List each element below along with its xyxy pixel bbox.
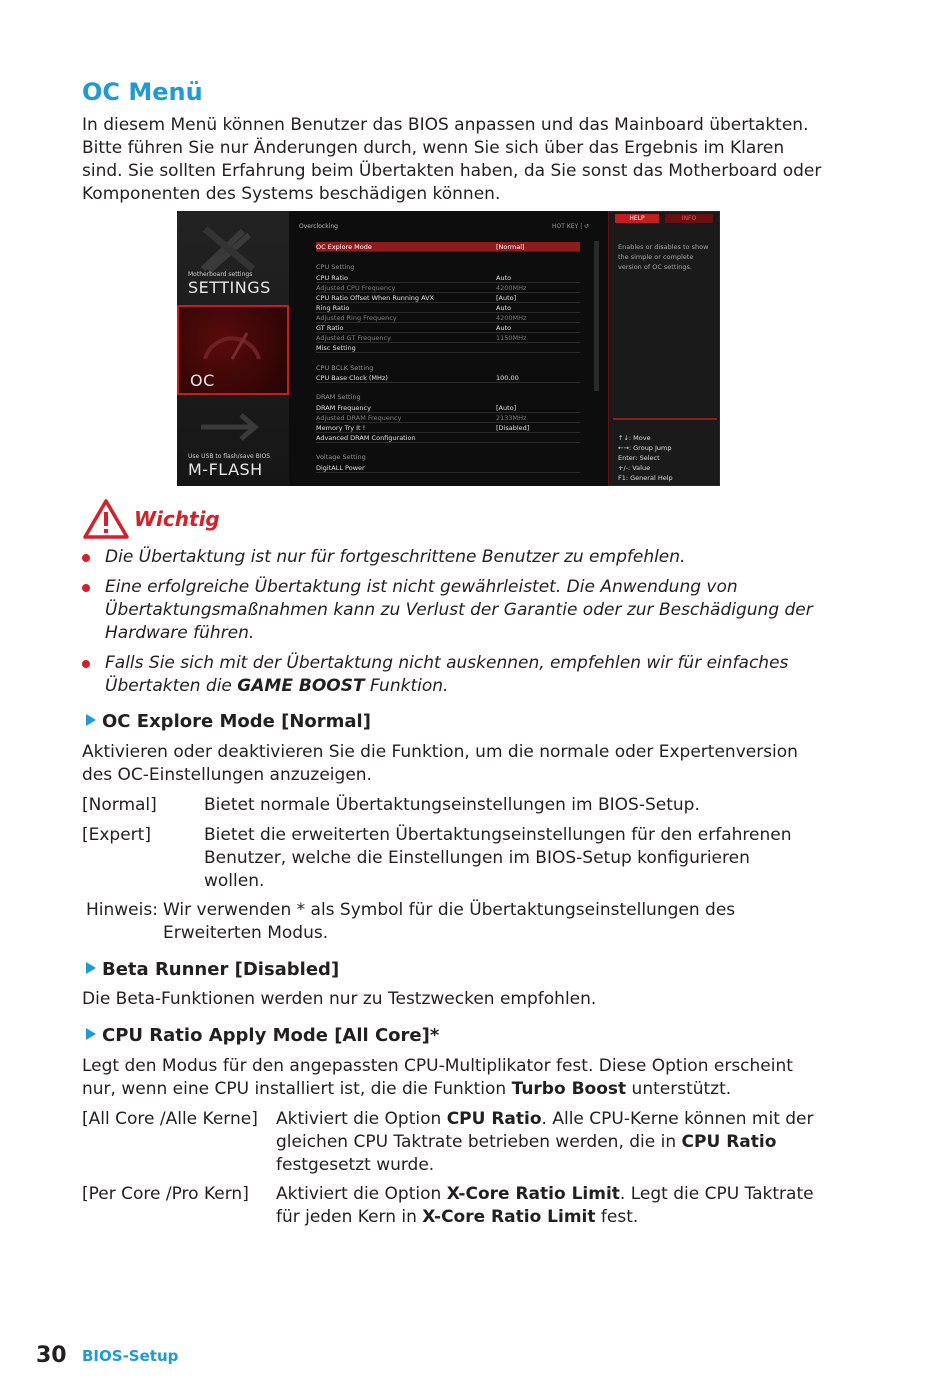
option-desc: Bietet die erweiterten Übertaktungseinstellungen für den erfahrenen Benutzer, welche die Einstellungen im BIOS-Setup konfigurieren wollen. bbox=[204, 825, 792, 891]
section-heading-cpu-ratio-apply: CPU Ratio Apply Mode [All Core]* bbox=[86, 1025, 439, 1046]
bios-hotkey: HOT KEY | ↺ bbox=[552, 223, 590, 230]
section-heading-oc-explore: OC Explore Mode [Normal] bbox=[86, 711, 371, 732]
bios-settings-list bbox=[293, 211, 605, 486]
oc-explore-desc: Aktivieren oder deaktivieren Sie die Funktion, um die normale oder Expertenversion des OC-Einstellungen anzuzeigen. bbox=[82, 742, 798, 785]
warning-icon bbox=[82, 498, 130, 540]
bios-tile-mflash bbox=[177, 399, 289, 486]
bios-section-bclk: CPU BCLK Setting bbox=[316, 364, 374, 372]
bios-tile-oc bbox=[177, 305, 289, 395]
bios-section-cpu: CPU Setting bbox=[316, 263, 355, 271]
bios-row[interactable]: CPU Ratio Auto bbox=[316, 273, 580, 283]
bios-tile-settings bbox=[177, 211, 289, 303]
bullet-dot bbox=[82, 554, 90, 562]
option-key: [Expert] bbox=[82, 825, 151, 845]
bios-row: Adjusted Ring Frequency 4200MHz bbox=[316, 313, 580, 323]
tab-info[interactable]: INFO bbox=[665, 214, 713, 223]
list-item: Eine erfolgreiche Übertaktung ist nicht gewährleistet. Die Anwendung von Übertaktungsmaßnahmen kann zu Verlust der Garantie oder zur Beschädigung der Hardware führen. bbox=[82, 576, 822, 645]
option-desc: Bietet normale Übertaktungseinstellungen im BIOS-Setup. bbox=[204, 795, 700, 815]
bios-row[interactable]: Memory Try It ! [Disabled] bbox=[316, 423, 580, 433]
triangle-icon bbox=[86, 1028, 96, 1040]
bios-row-submenu[interactable]: DigitALL Power bbox=[316, 463, 580, 473]
option-key: [Per Core /Pro Kern] bbox=[82, 1184, 249, 1204]
warning-label: Wichtig bbox=[134, 507, 220, 531]
bios-section-dram: DRAM Setting bbox=[316, 393, 361, 401]
bios-screenshot bbox=[177, 211, 720, 486]
triangle-icon bbox=[86, 714, 96, 726]
warning-list bbox=[82, 546, 822, 696]
bios-row: Adjusted GT Frequency 1150MHz bbox=[316, 333, 580, 343]
bullet-dot bbox=[82, 584, 90, 592]
bios-help-panel bbox=[608, 211, 720, 486]
bios-settings-caption: Motherboard settings bbox=[188, 271, 253, 278]
section-heading-beta: Beta Runner [Disabled] bbox=[86, 959, 339, 980]
divider bbox=[613, 418, 717, 420]
bios-row[interactable]: CPU Ratio Offset When Running AVX [Auto] bbox=[316, 293, 580, 303]
bios-settings-label: SETTINGS bbox=[188, 278, 271, 297]
bios-scrollbar[interactable] bbox=[594, 241, 599, 391]
bios-row-submenu[interactable]: Misc Setting bbox=[316, 343, 580, 353]
bios-help-tabs bbox=[609, 214, 719, 223]
page-number: 30 bbox=[36, 1343, 67, 1368]
bios-mflash-caption: Use USB to flash/save BIOS bbox=[188, 453, 271, 460]
bios-row[interactable]: CPU Base Clock (MHz) 100.00 bbox=[316, 373, 580, 383]
bios-section-voltage: Voltage Setting bbox=[316, 453, 366, 461]
option-desc: Aktiviert die Option X-Core Ratio Limit. Legt die CPU Taktrate für jeden Kern in X-Core Ratio Limit fest. bbox=[276, 1184, 814, 1227]
bios-row[interactable]: GT Ratio Auto bbox=[316, 323, 580, 333]
option-key: [Normal] bbox=[82, 795, 157, 815]
game-boost-term: GAME BOOST bbox=[237, 676, 365, 696]
bios-row[interactable]: DRAM Frequency [Auto] bbox=[316, 403, 580, 413]
bios-header: Overclocking bbox=[299, 223, 338, 230]
tab-help[interactable]: HELP bbox=[615, 214, 659, 223]
option-key: [All Core /Alle Kerne] bbox=[82, 1109, 258, 1129]
intro-paragraph: In diesem Menü können Benutzer das BIOS anpassen und das Mainboard übertakten. Bitte führen Sie nur Änderungen durch, wenn Sie sich über das Ergebnis im Klaren sind. Sie sollten Erfahrung beim Übertakten haben, da Sie sonst das Motherboard oder Komponenten des Systems beschädigen können. bbox=[82, 115, 822, 204]
bios-row-submenu[interactable]: Advanced DRAM Configuration bbox=[316, 433, 580, 443]
bios-row: Adjusted CPU Frequency 4200MHz bbox=[316, 283, 580, 293]
page-title: OC Menü bbox=[82, 78, 203, 106]
usb-icon bbox=[195, 405, 265, 445]
bios-row[interactable]: Ring Ratio Auto bbox=[316, 303, 580, 313]
bios-row: Adjusted DRAM Frequency 2133MHz bbox=[316, 413, 580, 423]
bios-oc-label: OC bbox=[190, 371, 215, 390]
list-item: Die Übertaktung ist nur für fortgeschrittene Benutzer zu empfehlen. bbox=[82, 546, 822, 569]
bios-mflash-label: M-FLASH bbox=[188, 460, 263, 479]
tools-icon bbox=[195, 221, 265, 277]
beta-desc: Die Beta-Funktionen werden nur zu Testzwecken empfohlen. bbox=[82, 989, 597, 1009]
footer-label: BIOS-Setup bbox=[82, 1347, 179, 1365]
option-desc: Aktiviert die Option CPU Ratio. Alle CPU-Kerne können mit der gleichen CPU Taktrate betrieben werden, die in CPU Ratio festgesetzt wurde. bbox=[276, 1109, 814, 1175]
bullet-dot bbox=[82, 660, 90, 668]
bios-help-text: Enables or disables to show the simple or complete version of OC settings. bbox=[618, 243, 709, 271]
bios-key-legend: ↑↓: Move ←→: Group Jump Enter: Select +/-: Value F1: General Help bbox=[618, 434, 673, 482]
note-key: Hinweis: bbox=[86, 900, 158, 920]
note-desc: Wir verwenden * als Symbol für die Übertaktungseinstellungen des Erweiterten Modus. bbox=[163, 900, 736, 943]
gauge-icon bbox=[199, 315, 265, 365]
cpu-ratio-apply-desc: Legt den Modus für den angepassten CPU-Multiplikator fest. Diese Option erscheint nur, wenn eine CPU installiert ist, die die Funktion Turbo Boost unterstützt. bbox=[82, 1056, 793, 1099]
triangle-icon bbox=[86, 962, 96, 974]
bios-left-panel bbox=[177, 211, 289, 486]
bios-row-oc-explore[interactable]: OC Explore Mode [Normal] bbox=[316, 242, 580, 252]
list-item: Falls Sie sich mit der Übertaktung nicht auskennen, empfehlen wir für einfaches Übertakten die GAME BOOST Funktion. bbox=[82, 652, 822, 698]
